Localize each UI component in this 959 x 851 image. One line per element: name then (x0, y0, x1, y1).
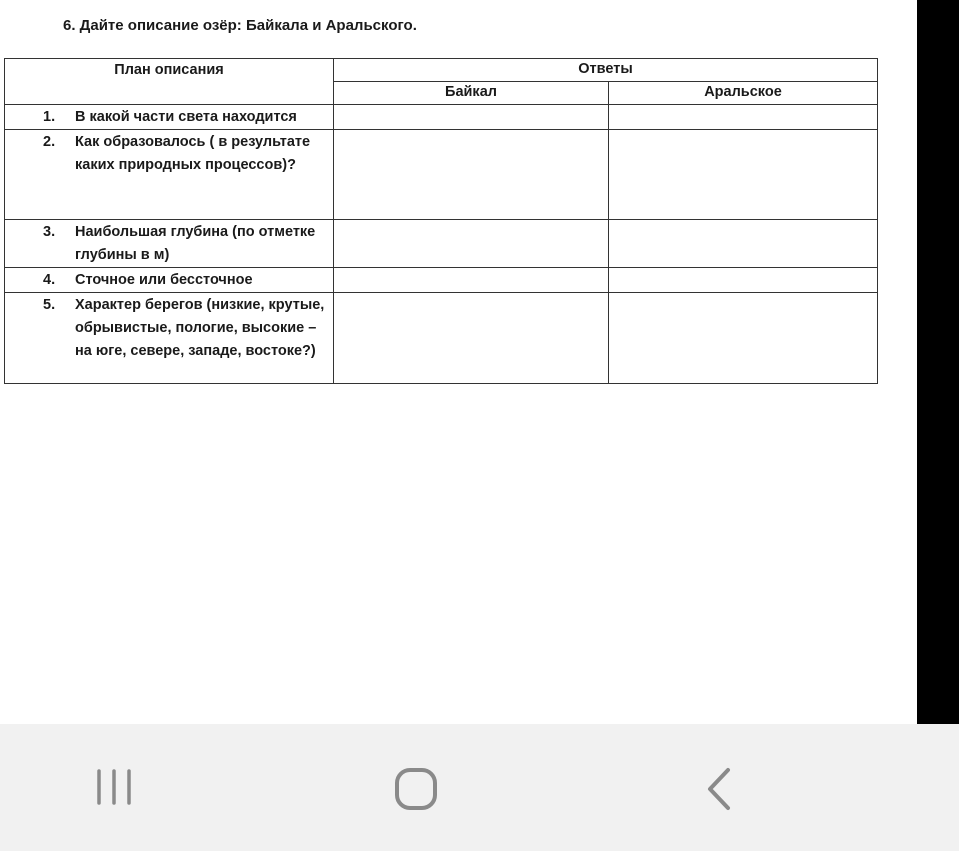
row-number: 5. (43, 297, 56, 313)
answer-aral-cell[interactable] (609, 105, 878, 130)
answer-aral-cell[interactable] (609, 293, 878, 384)
row-number: 3. (43, 224, 56, 240)
column-aral: Аральское (609, 82, 878, 105)
recent-apps-icon[interactable] (94, 768, 134, 808)
table-row (5, 105, 878, 130)
answers-header: Ответы (334, 59, 878, 82)
table-row (5, 220, 878, 268)
row-question: Как образовалось ( в результате каких природных процессов)? (75, 134, 311, 173)
answer-aral-cell[interactable] (609, 220, 878, 268)
row-number: 1. (43, 109, 56, 125)
answer-baikal-cell[interactable] (334, 130, 609, 220)
table-row (5, 268, 878, 293)
answer-baikal-cell[interactable] (334, 105, 609, 130)
answer-baikal-cell[interactable] (334, 293, 609, 384)
row-number: 2. (43, 134, 56, 150)
screen-edge-bar (917, 0, 959, 724)
navigation-bar (0, 724, 959, 851)
row-question: Сточное или бессточное (75, 272, 253, 288)
answer-baikal-cell[interactable] (334, 268, 609, 293)
row-number: 4. (43, 272, 56, 288)
answer-baikal-cell[interactable] (334, 220, 609, 268)
plan-header: План описания (5, 59, 334, 105)
column-baikal: Байкал (334, 82, 609, 105)
answer-aral-cell[interactable] (609, 268, 878, 293)
row-question: Характер берегов (низкие, крутые, обрывистые, пологие, высокие – на юге, севере, западе, востоке?) (75, 297, 325, 359)
table-row (5, 293, 878, 384)
lakes-table (4, 58, 878, 384)
answer-aral-cell[interactable] (609, 130, 878, 220)
table-row (5, 130, 878, 220)
home-icon[interactable] (393, 766, 439, 812)
back-icon[interactable] (702, 766, 736, 812)
row-question: В какой части света находится (75, 109, 297, 125)
task-title: 6. Дайте описание озёр: Байкала и Аральского. (63, 17, 417, 34)
row-question: Наибольшая глубина (по отметке глубины в м) (75, 224, 316, 263)
